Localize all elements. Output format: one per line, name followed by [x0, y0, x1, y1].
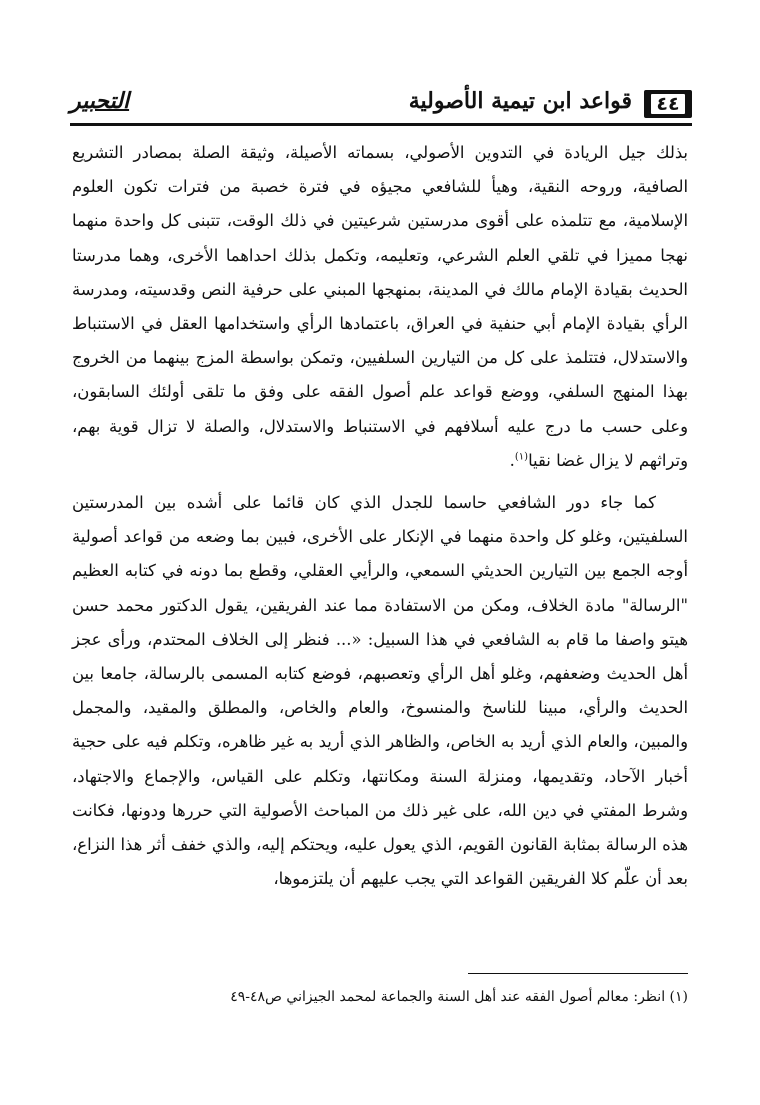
- header-rule: [70, 123, 692, 126]
- paragraph-1: [72, 136, 688, 478]
- paragraph-1-end: .: [509, 450, 515, 470]
- page-header: [70, 80, 692, 126]
- paragraph-1-text: بذلك جيل الريادة في التدوين الأصولي، بسماته الأصيلة، وثيقة الصلة بمصادر التشريع الصافية، وروحه النقية، وهيأ للشافعي مجيؤه في فترة خصبة من فترات تكون العلوم الإسلامية، مع تتلمذه على أقوى مدرستين شرعيتين في ذلك الوقت، تتبنى كل واحدة منهما نهجا مميزا في تلقي العلم الشرعي، وتعليمه، وتكمل بذلك احداهما الأخرى، وهما مدرستا الحديث بقيادة الإمام مالك في المدينة، بمنهجها المبني على حرفية النص وقدسيته، ومدرسة الرأي بقيادة الإمام أبي حنفية في العراق، باعتمادها الرأي واستخدامها العقل في الاستنباط والاستدلال، فتتلمذ على كل من التيارين السلفيين، وتمكن بواسطة المزج بينهما من الخروج بهذا المنهج السلفي، ووضع قواعد علم أصول الفقه على وفق ما تلقى أولئك السابقون، وعلى حسب ما درج عليه أسلافهم في الاستنباط والاستدلال، والصلة لا تزال قوية بهم، وتراثهم لا يزال غضا نقيا: [72, 143, 688, 470]
- footnote-1: (١) انظر: معالم أصول الفقه عند أهل السنة والجماعة لمحمد الجيزاني ص٤٨-٤٩: [230, 989, 688, 1005]
- footnote-reference[interactable]: (١): [514, 451, 529, 463]
- publisher-logo: التحبير: [70, 88, 130, 114]
- book-title: قواعد ابن تيمية الأصولية: [408, 88, 632, 114]
- footnote-divider: [468, 973, 688, 974]
- page-number-badge: [644, 90, 692, 118]
- paragraph-2: كما جاء دور الشافعي حاسما للجدل الذي كان قائما على أشده بين المدرستين السلفيتين، وغلو كل واحدة منهما في الإنكار على الأخرى، فبين بما وضعه من قواعد أصولية أوجه الجمع بين التيارين الحديثي السمعي، والرأيي العقلي، وقطع بما دونه في كتابه العظيم "الرسالة" مادة الخلاف، ومكن من الاستفادة مما عند الفريقين، يقول الدكتور محمد حسن هيتو واصفا ما قام به الشافعي في هذا السبيل: «... فنظر إلى الخلاف المحتدم، ورأى عجز أهل الحديث وضعفهم، وغلو أهل الرأي وتعصبهم، فوضع كتابه المسمى بالرسالة، جامعا بين الحديث والرأي، مبينا للناسخ والمنسوخ، والعام والخاص، والمطلق والمقيد، والمجمل والمبين، والعام الذي أريد به الخاص، والظاهر الذي أريد به غير ظاهره، وتكلم فيه على حجية أخبار الآحاد، وتقديمها، ومنزلة السنة ومكانتها، وتكلم على القياس، والإجماع والاجتهاد، وشرط المفتي في دين الله، على غير ذلك من المباحث الأصولية التي حررها ودونها، فكانت هذه الرسالة بمثابة القانون القويم، الذي يعول عليه، ويحتكم إليه، والذي خفف أثر هذا النزاع، بعد أن علّم كلا الفريقين القواعد التي يجب عليهم أن يلتزموها،: [72, 493, 689, 889]
- page-number: ٤٤: [651, 94, 684, 114]
- body-text: [72, 136, 688, 896]
